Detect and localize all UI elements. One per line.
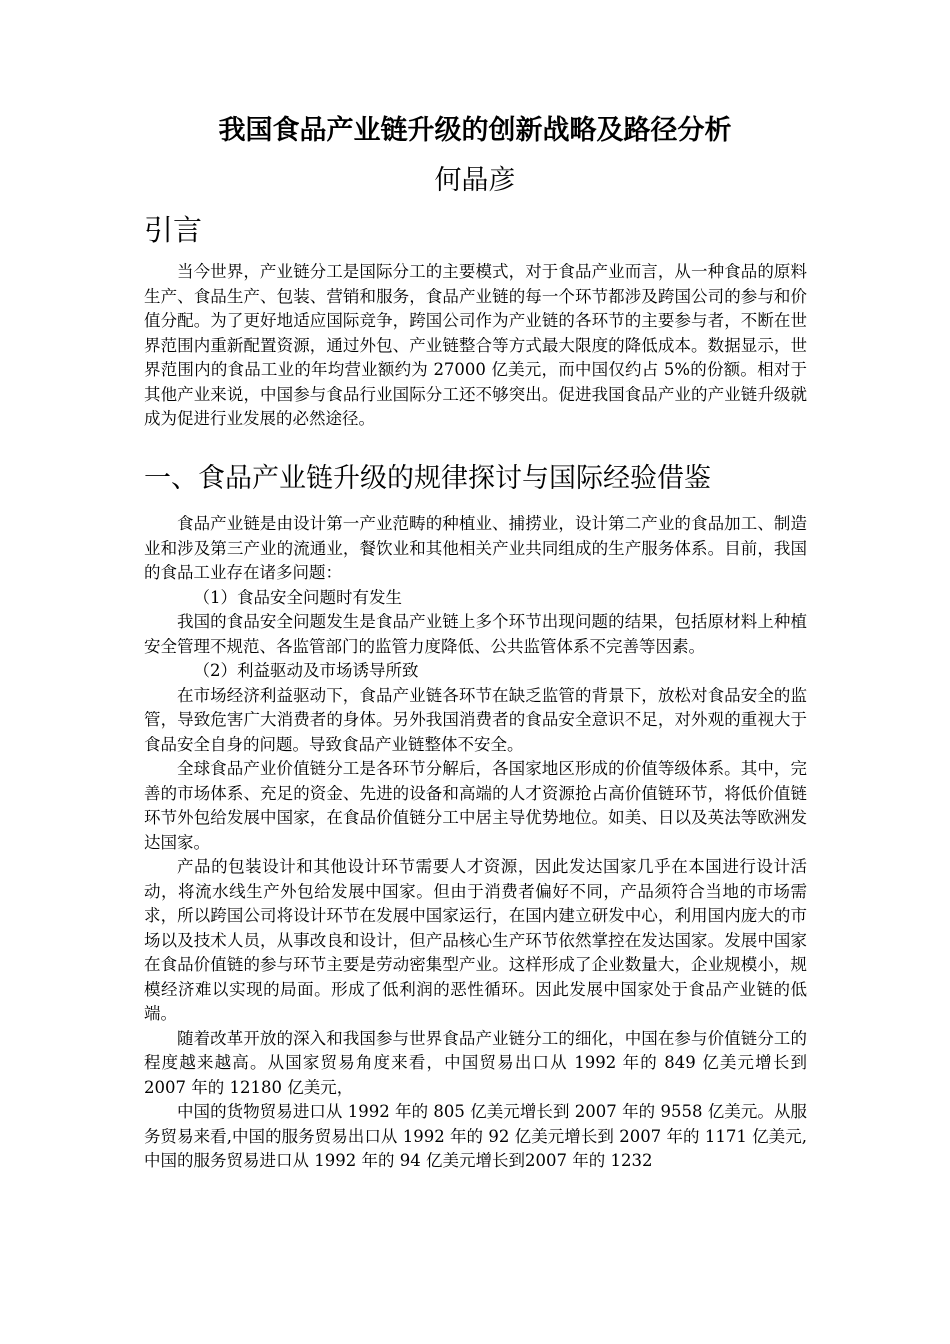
paragraph: 在市场经济利益驱动下，食品产业链各环节在缺乏监管的背景下，放松对食品安全的监管，导致危害广大消费者的身体。另外我国消费者的食品安全意识不足，对外观的重视大于食品安全自身的问题。导致食品产业链整体不安全。 — [144, 685, 807, 754]
intro-heading: 引言 — [144, 213, 203, 247]
paragraph: 产品的包装设计和其他设计环节需要人才资源，因此发达国家几乎在本国进行设计活动，将流水线生产外包给发展中国家。但由于消费者偏好不同，产品须符合当地的市场需求，所以跨国公司将设计环节在发展中国家运行，在国内建立研发中心，利用国内庞大的市场以及技术人员，从事改良和设计，但产品核心生产环节依然掌控在发达国家。发展中国家在食品价值链的参与环节主要是劳动密集型产业。这样形成了企业数量大，企业规模小，规模经济难以实现的局面。形成了低利润的恶性循环。因此发展中国家处于食品产业链的低端。 — [144, 857, 807, 1023]
document-author: 何晶彦 — [434, 165, 516, 196]
paragraph: 中国的货物贸易进口从 1992 年的 805 亿美元增长到 2007 年的 9558 亿美元。从服务贸易来看,中国的服务贸易出口从 1992 年的 92 亿美元增长到 2007 年的 1171 亿美元,中国的服务贸易进口从 1992 年的 94 亿美元增长到2007 年的 1232 — [144, 1102, 807, 1170]
paragraph: 食品产业链是由设计第一产业范畴的种植业、捕捞业，设计第二产业的食品加工、制造业和涉及第三产业的流通业，餐饮业和其他相关产业共同组成的生产服务体系。目前，我国的食品工业存在诸多问题： — [144, 514, 807, 582]
subheading-profit-driven: （2）利益驱动及市场诱导所致 — [193, 661, 419, 680]
intro-body — [144, 260, 807, 432]
intro-paragraph: 当今世界，产业链分工是国际分工的主要模式，对于食品产业而言，从一种食品的原料生产、食品生产、包装、营销和服务，食品产业链的每一个环节都涉及跨国公司的参与和价值分配。为了更好地适应国际竞争，跨国公司作为产业链的各环节的主要参与者，不断在世界范围内重新配置资源，通过外包、产业链整合等方式最大限度的降低成本。数据显示，世界范围内的食品工业的年均营业额约为 27000 亿美元，而中国仅约占 5%的份额。相对于其他产业来说，中国参与食品行业国际分工还不够突出。促进我国食品产业的产业链升级就成为促进行业发展的必然途径。 — [144, 262, 807, 428]
section1-body — [144, 512, 807, 1174]
paragraph: 全球食品产业价值链分工是各环节分解后，各国家地区形成的价值等级体系。其中，完善的市场体系、充足的资金、先进的设备和高端的人才资源抢占高价值链环节，将低价值链环节外包给发展中国家，在食品价值链分工中居主导优势地位。如美、日以及英法等欧洲发达国家。 — [144, 759, 807, 852]
document-title: 我国食品产业链升级的创新战略及路径分析 — [218, 115, 732, 146]
section1-heading: 一、食品产业链升级的规律探讨与国际经验借鉴 — [144, 463, 711, 494]
subheading-food-safety: （1）食品安全问题时有发生 — [193, 587, 402, 607]
paragraph: 我国的食品安全问题发生是食品产业链上多个环节出现问题的结果，包括原材料上种植安全管理不规范、各监管部门的监管力度降低、公共监管体系不完善等因素。 — [144, 612, 807, 656]
paragraph: 随着改革开放的深入和我国参与世界食品产业链分工的细化，中国在参与价值链分工的程度越来越高。从国家贸易角度来看，中国贸易出口从 1992 年的 849 亿美元增长到 2007 年的 12180 亿美元， — [144, 1028, 807, 1097]
